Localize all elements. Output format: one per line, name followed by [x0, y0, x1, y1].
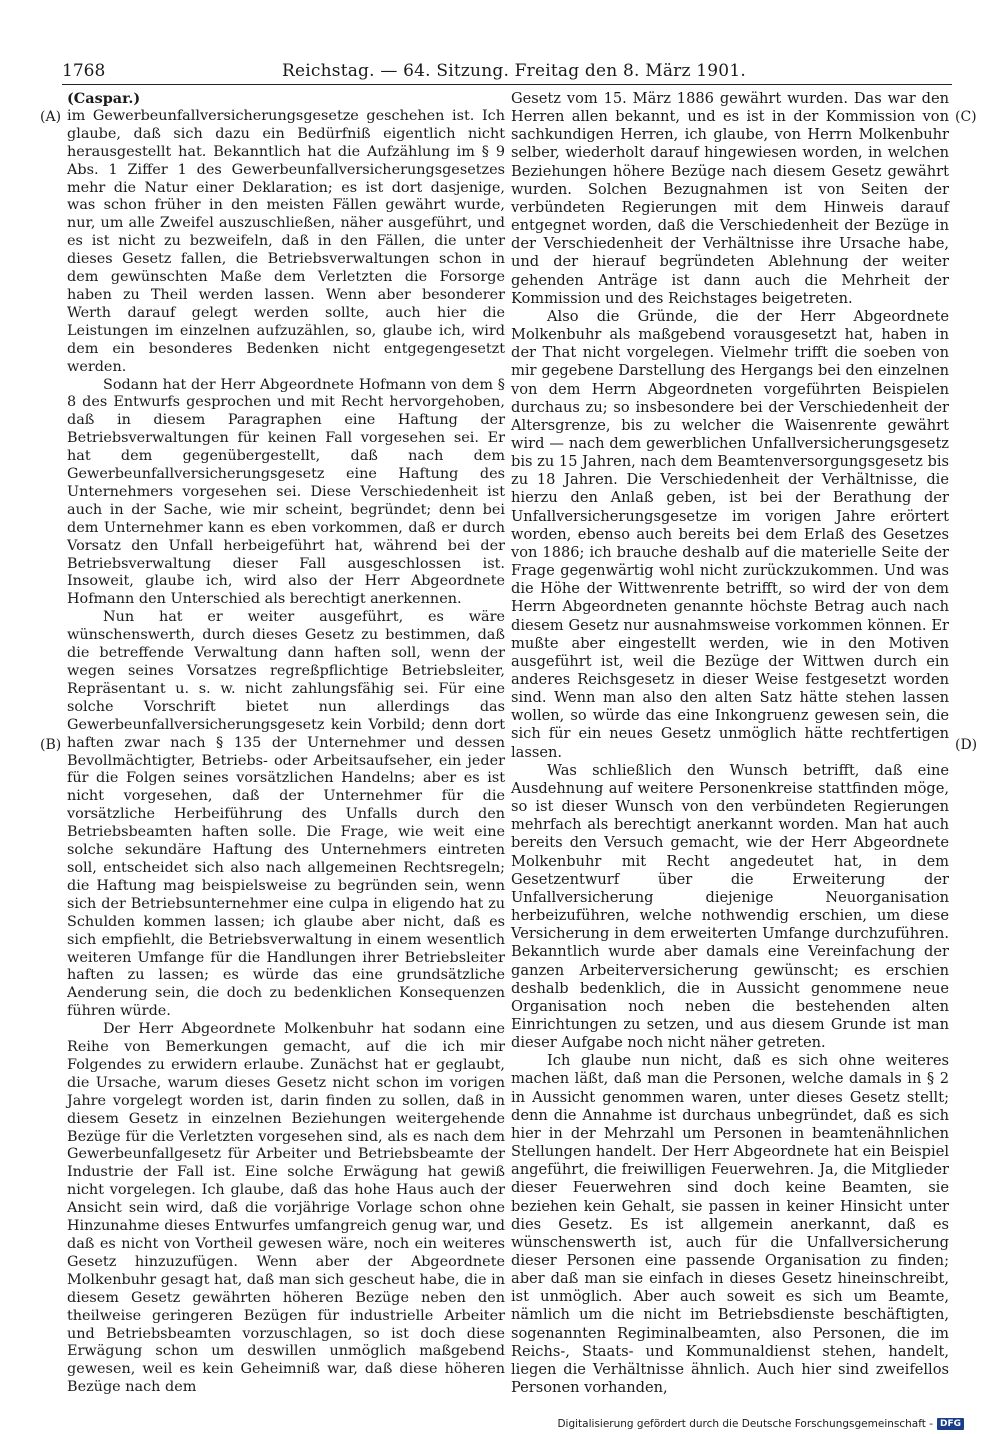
dfg-logo-icon: DFG — [937, 1418, 964, 1430]
digitization-credit — [557, 1416, 964, 1432]
paragraph: Der Herr Abgeordnete Molkenbuhr hat sodann eine Reihe von Bemerkungen gemacht, auf die ich mir Folgendes zu erwidern erlaube. Zunächst hat er geglaubt, die Ursache, warum dieses Gesetz nicht schon im vorigen Jahre vorgelegt worden ist, darin finden zu sollen, daß in diesem Gesetz in einzelnen Beziehungen weitergehende Bezüge für die Verletzten vorgesehen sind, als es nach dem Gewerbeunfallgesetz für Arbeiter und Betriebsbeamte der Industrie der Fall ist. Eine solche Erwägung hat gewiß nicht vorgelegen. Ich glaube, daß das hohe Haus auch der Ansicht sein wird, daß die vorjährige Vorlage schon ohne Hinzunahme dieses Entwurfes umfangreich genug war, und daß es nicht von Vortheil gewesen wäre, noch ein weiteres Gesetz hinzuzufügen. Wenn aber der Abgeordnete Molkenbuhr gesagt hat, daß man sich gescheut habe, die in diesem Gesetz gewährten höheren Bezüge neben den theilweise geringeren Bezügen für industrielle Arbeiter und Betriebsbeamten vorzuschlagen, so ist doch diese Erwägung schon um deswillen unmöglich maßgebend gewesen, weil es kein Geheimniß war, daß diese höheren Bezüge nach dem — [67, 1021, 505, 1396]
header-rule — [62, 84, 952, 85]
left-column — [67, 90, 505, 1397]
paragraph: Was schließlich den Wunsch betrifft, daß eine Ausdehnung auf weitere Personenkreise stattfinden möge, so ist dieser Wunsch von den verbündeten Regierungen mehrfach als berechtigt anerkannt worden. Man hat auch bereits den Versuch gemacht, wie der Herr Abgeordnete Molkenbuhr mit Recht angedeutet hat, in dem Gesetzentwurf über die Erweiterung der Unfallversicherung diejenige Neuorganisation herbeizuführen, welche nothwendig erschien, um diese Versicherung in dem erweiterten Umfange durchzuführen. Bekanntlich wurde aber damals eine Vereinfachung der ganzen Arbeiterversicherung gewünscht; es erschien deshalb bedenklich, die in Aussicht genommene neue Organisation noch neben die bestehenden alten Einrichtungen zu setzen, und aus diesem Grunde ist man dieser Aufgabe noch nicht näher getreten. — [511, 761, 949, 1052]
speaker-name: (Caspar.) — [67, 90, 141, 107]
paragraph: Sodann hat der Herr Abgeordnete Hofmann von dem § 8 des Entwurfs gesprochen und mit Recht hervorgehoben, daß in diesem Paragraphen eine Haftung der Betriebsverwaltungen für keinen Fall vorgesehen sei. Er hat dem gegenübergestellt, daß nach dem Gewerbeunfallversicherungsgesetz eine Haftung des Unternehmers vorgesehen sei. Diese Verschiedenheit ist auch in der Sache, wie mir scheint, begründet; denn bei dem Unternehmer kann es eben vorkommen, daß er durch Vorsatz den Unfall herbeigeführt hat, während bei der Betriebsverwaltung dieser Fall ausgeschlossen ist. Insoweit, glaube ich, wird also der Herr Abgeordnete Hofmann den Unterschied als berechtigt anerkennen. — [67, 376, 505, 608]
credit-text: Digitalisierung gefördert durch die Deutsche Forschungsgemeinschaft - — [557, 1418, 933, 1430]
paragraph: Ich glaube nun nicht, daß es sich ohne weiteres machen läßt, daß man die Personen, welche damals in § 2 in Aussicht genommen waren, unter dieses Gesetz stellt; denn die Annahme ist durchaus unbegründet, daß es sich hier in der Mehrzahl um Personen in beamtenähnlichen Stellungen handelt. Der Herr Abgeordnete hat ein Beispiel angeführt, die freiwilligen Feuerwehren. Ja, die Mitglieder dieser Feuerwehren sind doch keine Beamten, sie beziehen kein Gehalt, sie passen in keiner Hinsicht unter dies Gesetz. Es ist allgemein anerkannt, daß es wünschenswerth ist, auch für die Unfallversicherung dieser Personen eine passende Organisation zu finden; aber daß man sie einfach in dieses Gesetz hineinschreibt, ist unmöglich. Aber auch soweit es sich um Beamte, nämlich um die nicht im Betriebsdienste beschäftigten, sogenannten Regiminalbeamten, also Personen, die im Reichs-, Staats- und Kommunaldienst stehen, handelt, liegen die Verhältnisse ähnlich. Auch hier sind zweifellos Personen vorhanden, — [511, 1052, 949, 1397]
margin-marker-d: (D) — [955, 737, 978, 753]
right-column — [511, 90, 949, 1397]
paragraph: Gesetz vom 15. März 1886 gewährt wurden. Das war den Herren allen bekannt, und es ist in der Kommission von sachkundigen Herren, ich glaube, von Herrn Molkenbuhr selber, wiederholt darauf hingewiesen worden, in welchen Beziehungen höhere Bezüge nach diesem Gesetz gewährt wurden. Solchen Bezugnahmen ist von Seiten der verbündeten Regierungen mit dem Hinweis darauf entgegnet worden, daß die Verschiedenheit der Bezüge in der Verschiedenheit der Verhältnisse ihre Ursache habe, und der hierauf begründeten Ablehnung der weiter gehenden Anträge ist dann auch die Mehrheit der Kommission und des Reichstages beigetreten. — [511, 90, 949, 307]
margin-marker-b: (B) — [40, 737, 62, 753]
margin-marker-c: (C) — [955, 109, 977, 125]
margin-marker-a: (A) — [40, 109, 62, 125]
paragraph: Also die Gründe, die der Herr Abgeordnete Molkenbuhr als maßgebend vorausgesetzt hat, haben in der That nicht vorgelegen. Vielmehr trifft die soeben von mir gegebene Darstellung des Hergangs bei den einzelnen von dem Herrn Abgeordneten vorgeführten Beispielen durchaus zu; so insbesondere bei der Verschiedenheit der Altersgrenze, bis zu welcher die Waisenrente gewährt wird — nach dem gewerblichen Unfallversicherungsgesetz bis zu 15 Jahren, nach dem Beamtenversorgungsgesetz bis zu 18 Jahren. Die Verschiedenheit der Verhältnisse, die hierzu den Anlaß geben, ist bei der Berathung der Unfallversicherungsgesetze im vorigen Jahre erörtert worden, ebenso auch bereits bei dem Erlaß des Gesetzes von 1886; ich brauche deshalb auf die materielle Seite der Frage gegenwärtig wohl nicht zurückzukommen. Und was die Höhe der Wittwenrente betrifft, so wird der von dem Herrn Abgeordneten genannte höchste Betrag auch nach diesem Gesetz nur ausnahmsweise vorkommen können. Er mußte aber eingestellt werden, wie in den Motiven ausgeführt ist, weil die Bezüge der Wittwen durch ein anderes Reichsgesetz in dieser Weise festgesetzt worden sind. Wenn man also den alten Satz hätte stehen lassen wollen, so würde das eine Inkongruenz gewesen sein, die sich für ein neues Gesetz unmöglich hätte rechtfertigen lassen. — [511, 307, 949, 761]
page-title: Reichstag. — 64. Sitzung. Freitag den 8. März 1901. — [282, 61, 746, 81]
paragraph: Nun hat er weiter ausgeführt, es wäre wünschenswerth, durch dieses Gesetz zu bestimmen, daß die betreffende Verwaltung dann haften soll, wenn der wegen seines Vorsatzes regreßpflichtige Betriebsleiter, Repräsentant u. s. w. nicht zahlungsfähig sei. Für eine solche Vorschrift bietet nun allerdings das Gewerbeunfallversicherungsgesetz kein Vorbild; denn dort haften zwar nach § 135 der Unternehmer und dessen Bevollmächtigter, Betriebs- oder Arbeitsaufseher, ein jeder für die Folgen seines vorsätzlichen Handelns; aber es ist nicht vorgesehen, daß der Unternehmer für die vorsätzliche Herbeiführung des Unfalls durch den Betriebsbeamten haften solle. Die Frage, wie weit eine solche sekundäre Haftung des Unternehmers eintreten soll, entscheidet sich also nach allgemeinen Rechtsregeln; die Haftung mag beispielsweise zu begründen sein, wenn sich der Betriebsunternehmer eine culpa in eligendo hat zu Schulden kommen lassen; ich glaube aber nicht, daß es sich empfiehlt, die Betriebsverwaltung in einem wesentlich weiteren Umfange für die Handlungen ihrer Betriebsleiter haften zu lassen; es würde das eine grundsätzliche Aenderung sein, die doch zu bedenklichen Konsequenzen führen würde. — [67, 609, 505, 1020]
page-header — [62, 58, 952, 84]
page-number: 1768 — [62, 61, 106, 81]
paragraph: im Gewerbeunfallversicherungsgesetze geschehen ist. Ich glaube, daß sich dazu ein Bedürfniß eigentlich nicht herausgestellt hat. Bekanntlich hat die Aufzählung im § 9 Abs. 1 Ziffer 1 des Gewerbeunfallversicherungsgesetzes mehr die Natur einer Deklaration; es ist dort dasjenige, was schon früher in den meisten Fällen gewährt wurde, nur, um alle Zweifel auszuschließen, näher ausgeführt, und es ist nicht zu bezweifeln, daß in den Fällen, die unter dieses Gesetz fallen, die Betriebsverwaltungen schon in dem gewünschten Maße dem Verletzten die Forsorge haben zu Theil werden lassen. Wenn aber besonderer Werth darauf gelegt werden sollte, auch hier die Leistungen im einzelnen aufzuzählen, so, glaube ich, wird dem ein besonderes Bedenken nicht entgegengesetzt werden. — [67, 107, 505, 375]
